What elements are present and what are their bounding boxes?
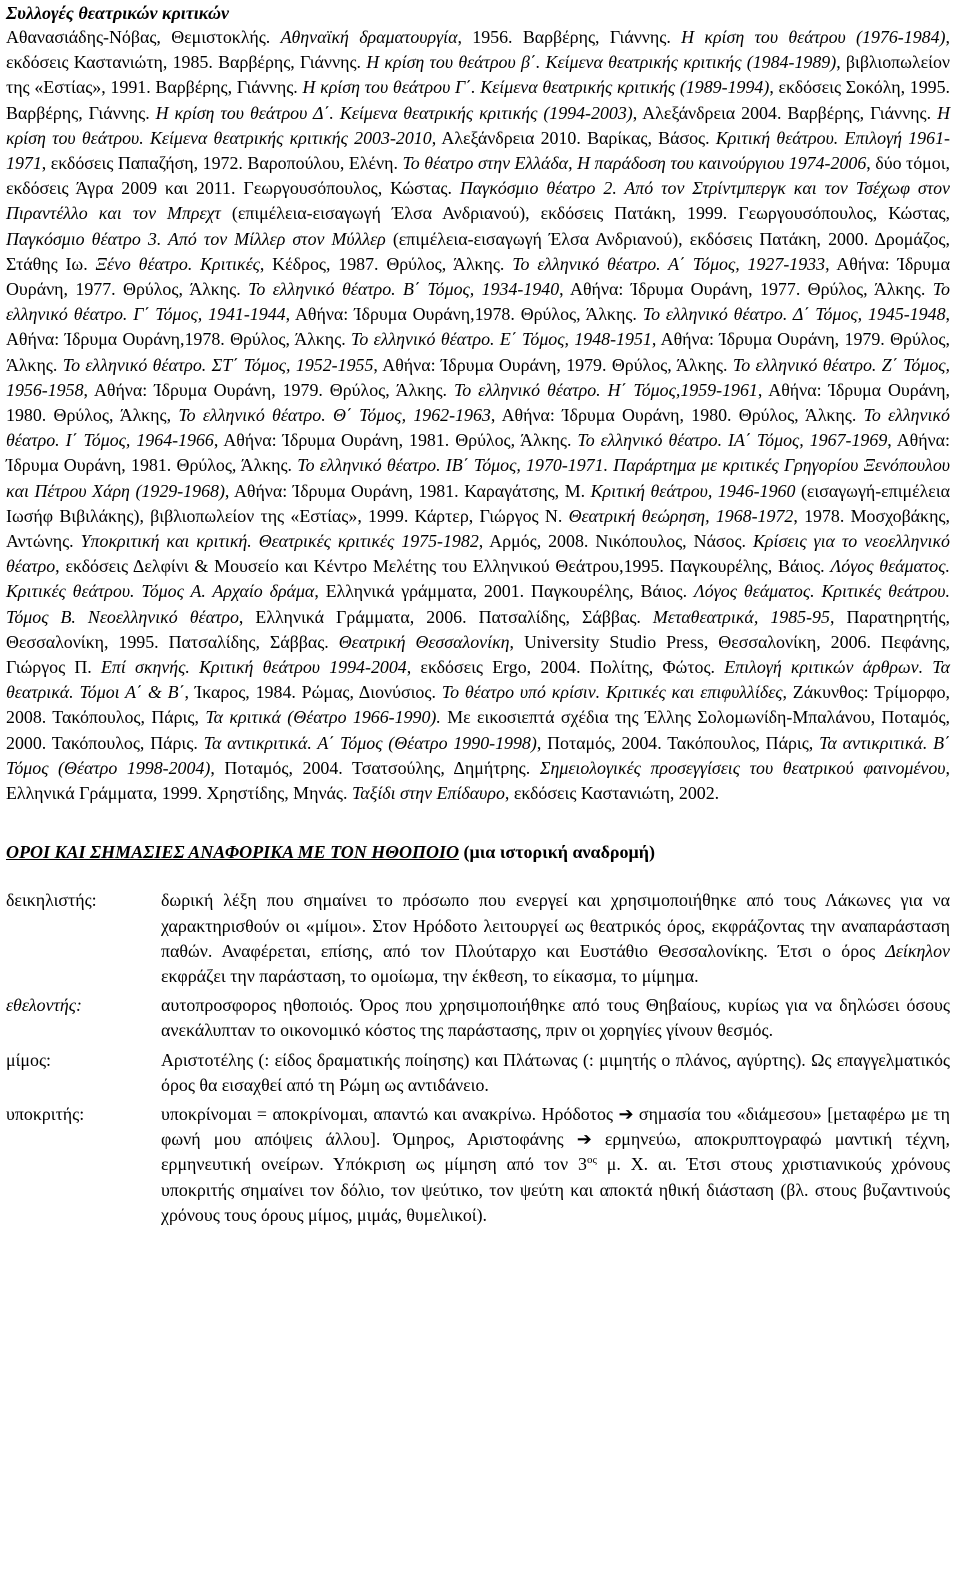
- text-run: , Ελληνικά Γράμματα, 2006. Πατσαλίδης, Σάββας.: [238, 606, 653, 627]
- bibliography-paragraph: [6, 25, 950, 806]
- term-row: [6, 993, 950, 1043]
- text-run: , Αθήνα: Ίδρυμα Ουράνη,1978. Θρύλος, Άλκης.: [285, 304, 643, 325]
- italic-text: Η κρίση του θεάτρου Γ΄. Κείμενα θεατρικής κριτικής (1989-1994): [302, 77, 770, 98]
- italic-text: Το θέατρο υπό κρίσιν. Κριτικές και επιφυλλίδες: [441, 682, 783, 703]
- text-run: , Αθήνα: Ίδρυμα Ουράνη, 1981. Θρύλος, Άλκης.: [213, 430, 578, 451]
- superscript: ος: [586, 1154, 597, 1167]
- text-run: , Αθήνα: Ίδρυμα Ουράνη, 1979. Θρύλος, Άλκης.: [373, 354, 733, 375]
- italic-text: Δείκηλον: [885, 940, 950, 961]
- italic-text: Ταξίδι στην Επίδαυρο: [351, 783, 505, 804]
- italic-text: Το ελληνικό θέατρο. Ζ΄ Τόμος, 1956-1958: [6, 354, 950, 400]
- text-run: , 1956. Βαρβέρης, Γιάννης.: [457, 27, 682, 47]
- term-definition: [161, 1048, 950, 1098]
- italic-text: Το ελληνικό θέατρο. Β΄ Τόμος, 1934-1940: [248, 279, 560, 300]
- text-run: , εκδόσεις Καστανιώτη, 1985. Βαρβέρης, Γιάννης.: [6, 27, 950, 73]
- text-run: μ. Χ. αι. Έτσι στους χριστιανικούς χρόνους υποκριτής σημαίνει τον δόλιο, τον ψεύτικο, τον ψεύτη και αποκτά ηθική διάσταση (βλ. στους βυζαντινούς χρόνους τους όρους μίμος, μιμάς, θυμελικοί).: [161, 1154, 950, 1225]
- italic-text: Θεατρική θεώρηση, 1968-1972: [568, 505, 794, 526]
- terms-heading-main: ΟΡΟΙ ΚΑΙ ΣΗΜΑΣΙΕΣ ΑΝΑΦΟΡΙΚΑ ΜΕ ΤΟΝ ΗΘΟΠΟΙΟ: [6, 842, 460, 863]
- italic-text: Υποκριτική και κριτική. Θεατρικές κριτικές 1975-1982: [80, 531, 479, 552]
- text-run: , Ελληνικά Γράμματα, 1999. Χρηστίδης, Μηνάς.: [6, 757, 951, 804]
- text-run: , Αθήνα: Ίδρυμα Ουράνη,1978. Θρύλος, Άλκης.: [6, 304, 951, 350]
- text-run: Αριστοτέλης (: είδος δραματικής ποίησης) και Πλάτωνας (: μιμητής ο πλάνος, αγύρτης). Ως επαγγελματικός όρος θα εισαχθεί από τη Ρώμη ως αντιδάνειο.: [161, 1049, 950, 1095]
- text-run: Αθανασιάδης-Νόβας, Θεμιστοκλής.: [6, 27, 281, 47]
- text-run: Με εικοσιεπτά σχέδια της Έλλης Σολομωνίδη-Μπαλάνου, Ποταμός, 2000. Τακόπουλος, Πάρις.: [6, 707, 950, 753]
- italic-text: Τα αντικριτικά. Α΄ Τόμος (Θέατρο 1990-1998): [203, 732, 537, 753]
- text-run: , εκδόσεις Παπαζήση, 1972. Βαροπούλου, Ελένη.: [41, 153, 403, 174]
- italic-text: Η κρίση του θεάτρου Δ΄. Κείμενα θεατρικής κριτικής (1994-2003): [155, 102, 633, 123]
- document-page: [6, 0, 950, 1232]
- text-run: , University Studio Press, Θεσσαλονίκη, 2006. Πεφάνης, Γιώργος Π.: [6, 631, 951, 678]
- italic-text: Το θέατρο στην Ελλάδα, Η παράδοση του καινούργιου 1974-2006: [402, 153, 867, 174]
- text-run: (εισαγωγή-επιμέλεια Ιωσήφ Βιβιλάκης), βιβλιοπωλείον της «Εστίας», 1999. Κάρτερ, Γιώργος Ν.: [6, 480, 951, 526]
- term-label: μίμος:: [6, 1049, 51, 1070]
- text-run: , εκδόσεις Ergo, 2004. Πολίτης, Φώτος.: [406, 657, 725, 678]
- text-run: , Αθήνα: Ίδρυμα Ουράνη, 1979. Θρύλος, Άλκης.: [83, 379, 454, 400]
- term-definition: [161, 993, 950, 1043]
- text-run: , Ελληνικά γράμματα, 2001. Παγκουρέλης, Βάιος.: [314, 581, 694, 602]
- text-run: , Αλεξάνδρεια 2004. Βαρβέρης, Γιάννης.: [632, 102, 938, 123]
- italic-text: Το ελληνικό θέατρο. Γ΄ Τόμος, 1941-1944: [6, 279, 951, 325]
- bibliography: [6, 25, 950, 806]
- italic-text: Σημειολογικές προσεγγίσεις του θεατρικού φαινομένου: [539, 757, 946, 778]
- text-run: (επιμέλεια-εισαγωγή Έλσα Ανδριανού), εκδόσεις Πατάκη, 2000. Δρομάζος, Στάθης Ιω.: [6, 228, 950, 274]
- terms-heading: [6, 840, 950, 864]
- term-row: [6, 1048, 950, 1098]
- text-run: , Ζάκυνθος: Τρίμορφο, 2008. Τακόπουλος, Πάρις,: [6, 682, 951, 728]
- text-run: , Αθήνα: Ίδρυμα Ουράνη, 1977. Θρύλος, Άλκης.: [6, 253, 950, 300]
- italic-text: Το ελληνικό θέατρο. Δ΄ Τόμος, 1945-1948: [642, 304, 946, 325]
- text-run: , Αλεξάνδρεια 2010. Βαρίκας, Βάσος.: [431, 127, 716, 148]
- italic-text: Επί σκηνής. Κριτική θεάτρου 1994-2004: [100, 657, 407, 678]
- italic-text: Η κρίση του θεάτρου. Κείμενα θεατρικής κριτικής 2003-2010: [6, 102, 950, 148]
- italic-text: Το ελληνικό θέατρο. Α΄ Τόμος, 1927-1933: [512, 253, 826, 274]
- italic-text: Το ελληνικό θέατρο. ΙΑ΄ Τόμος, 1967-1969: [577, 430, 888, 451]
- text-run: δωρική λέξη που σημαίνει το πρόσωπο που ενεργεί και χρησιμοποιήθηκε από τους Λάκωνες για να χαρακτηρισθούν οι «μίμοι». Στον Ηρόδοτο λειτουργεί ως θεατρικός όρος, εκφράζοντας την αναπαράσταση παθών. Αναφέρεται, επίσης, από τον Πλούταρχο και Ευστάθιο Θεσσαλονίκης. Έτσι ο όρος: [161, 890, 950, 961]
- text-run: , Αθήνα: Ίδρυμα Ουράνη, 1981. Θρύλος, Άλκης.: [6, 430, 950, 476]
- term-label: εθελοντής:: [6, 995, 83, 1016]
- section-title: Συλλογές θεατρικών κριτικών: [6, 3, 229, 23]
- italic-text: Κρίσεις για το νεοελληνικό θέατρο: [6, 531, 950, 577]
- italic-text: Παγκόσμιο θέατρο 3. Από τον Μίλλερ στον Μύλλερ: [6, 228, 386, 249]
- text-run: υποκρίνομαι = αποκρίνομαι, απαντώ και ανακρίνω. Ηρόδοτος ➔ σημασία του «διάμεσου» [μεταφέρω με τη φωνή μου απόψεις άλλου]. Όμηρος, Αριστοφάνης ➔ ερμηνεύω, αποκρυπτογραφώ μαντική τέχνη, ερμηνευτική ονείρων. Υπόκριση ως μίμηση από τον 3: [161, 1103, 950, 1175]
- italic-text: Το ελληνικό θέατρο. Η΄ Τόμος,1959-1961: [453, 379, 758, 400]
- italic-text: Η κρίση του θεάτρου (1976-1984): [681, 27, 946, 47]
- text-run: , Παρατηρητής, Θεσσαλονίκη, 1995. Πατσαλίδης, Σάββας.: [6, 606, 950, 652]
- text-run: , Ποταμός, 2004. Τακόπουλος, Πάρις,: [536, 732, 820, 753]
- italic-text: Επιλογή κριτικών άρθρων. Τα θεατρικά. Τόμοι Α΄ & Β΄: [6, 657, 950, 703]
- term-row: [6, 1102, 950, 1228]
- italic-text: Τα αντικριτικά. Β΄ Τόμος (Θέατρο 1998-2004): [6, 732, 950, 778]
- term-definition: [161, 1102, 950, 1228]
- text-run: εκφράζει την παράσταση, το ομοίωμα, την έκθεση, το είκασμα, το μίμημα.: [161, 965, 699, 986]
- terms-heading-sub: (μια ιστορική αναδρομή): [459, 842, 655, 863]
- text-run: , εκδόσεις Δελφίνι & Μουσείο και Κέντρο Μελέτης του Ελληνικού Θεάτρου,1995. Παγκουρέλης, Βάιος.: [55, 556, 831, 577]
- text-run: , Αθήνα: Ίδρυμα Ουράνη, 1980. Θρύλος, Άλκης.: [490, 405, 864, 426]
- text-run: , 1978. Μοσχοβάκης, Αντώνης.: [6, 505, 950, 552]
- italic-text: Το ελληνικό θέατρο. Ι΄ Τόμος, 1964-1966: [6, 405, 951, 451]
- italic-text: Το ελληνικό θέατρο. Θ΄ Τόμος, 1962-1963: [178, 405, 491, 426]
- text-run: , Αθήνα: Ίδρυμα Ουράνη, 1980. Θρύλος, Άλκης,: [6, 379, 950, 426]
- term-definition: [161, 888, 950, 989]
- text-run: , Αθήνα: Ίδρυμα Ουράνη, 1979. Θρύλος, Άλκης.: [6, 329, 950, 375]
- term-label: υποκριτής:: [6, 1103, 85, 1124]
- italic-text: Κριτική θεάτρου, 1946-1960: [590, 480, 796, 501]
- italic-text: Αθηναϊκή δραματουργία: [280, 27, 458, 47]
- text-run: , Ίκαρος, 1984. Ρώμας, Διονύσιος.: [184, 682, 442, 703]
- terms-list: [6, 888, 950, 1228]
- italic-text: Η κρίση του θεάτρου β΄. Κείμενα θεατρικής κριτικής (1984-1989): [366, 52, 837, 73]
- italic-text: Το ελληνικό θέατρο. ΙΒ΄ Τόμος, 1970-1971. Παράρτημα με κριτικές Γρηγορίου Ξενόπουλου και Πέτρου Χάρη (1929-1968): [6, 455, 950, 501]
- text-run: , Αρμός, 2008. Νικόπουλος, Νάσος.: [478, 531, 753, 552]
- italic-text: Λόγος θεάματος. Κριτικές θεάτρου. Τόμος Β. Νεοελληνικό θέατρο: [6, 581, 950, 627]
- text-run: , βιβλιοπωλείον της «Εστίας», 1991. Βαρβέρης, Γιάννης.: [6, 52, 950, 98]
- text-run: , Αθήνα: Ίδρυμα Ουράνη, 1981. Καραγάτσης, Μ.: [224, 480, 591, 501]
- italic-text: Το ελληνικό θέατρο. ΣΤ΄ Τόμος, 1952-1955: [62, 354, 374, 375]
- text-run: , Ποταμός, 2004. Τσατσούλης, Δημήτρης.: [210, 757, 540, 778]
- italic-text: Κριτική θεάτρου. Επιλογή 1961-1971: [6, 127, 950, 174]
- text-run: αυτοπροσφορος ηθοποιός. Όρος που χρησιμοποιήθηκε από τους Θηβαίους, κυρίως για να δηλώσει όσους ανεκάλυπταν το οικονομικό κόστος της παράστασης, πριν οι χορηγίες γίνουν θεσμός.: [161, 995, 950, 1041]
- italic-text: Το ελληνικό θέατρο. Ε΄ Τόμος, 1948-1951: [351, 329, 652, 350]
- text-run: , δύο τόμοι, εκδόσεις Άγρα 2009 και 2011. Γεωργουσόπουλος, Κώστας.: [6, 153, 950, 199]
- italic-text: Ξένο θέατρο. Κριτικές: [95, 253, 260, 274]
- text-run: , εκδόσεις Σοκόλη, 1995. Βαρβέρης, Γιάννης.: [6, 77, 950, 123]
- text-run: (επιμέλεια-εισαγωγή Έλσα Ανδριανού), εκδόσεις Πατάκη, 1999. Γεωργουσόπουλος, Κώστας,: [220, 203, 950, 224]
- italic-text: Τα κριτικά (Θέατρο 1966-1990).: [205, 707, 441, 728]
- italic-text: Θεατρική Θεσσαλονίκη: [338, 631, 510, 652]
- term-row: [6, 888, 950, 989]
- italic-text: Λόγος θεάματος. Κριτικές θεάτρου. Τόμος Α. Αρχαίο δράμα: [6, 556, 950, 602]
- text-run: , Αθήνα: Ίδρυμα Ουράνη, 1977. Θρύλος, Άλκης.: [559, 279, 933, 300]
- italic-text: Παγκόσμιο θέατρο 2. Από τον Στρίντμπεργκ και τον Τσέχωφ στον Πιραντέλλο και τον Μπρεχτ: [6, 178, 950, 224]
- text-run: , εκδόσεις Καστανιώτη, 2002.: [504, 783, 720, 804]
- text-run: , Κέδρος, 1987. Θρύλος, Άλκης.: [259, 253, 513, 274]
- term-label: δεικηλιστής:: [6, 890, 97, 911]
- italic-text: Μεταθεατρικά, 1985-95: [652, 606, 830, 627]
